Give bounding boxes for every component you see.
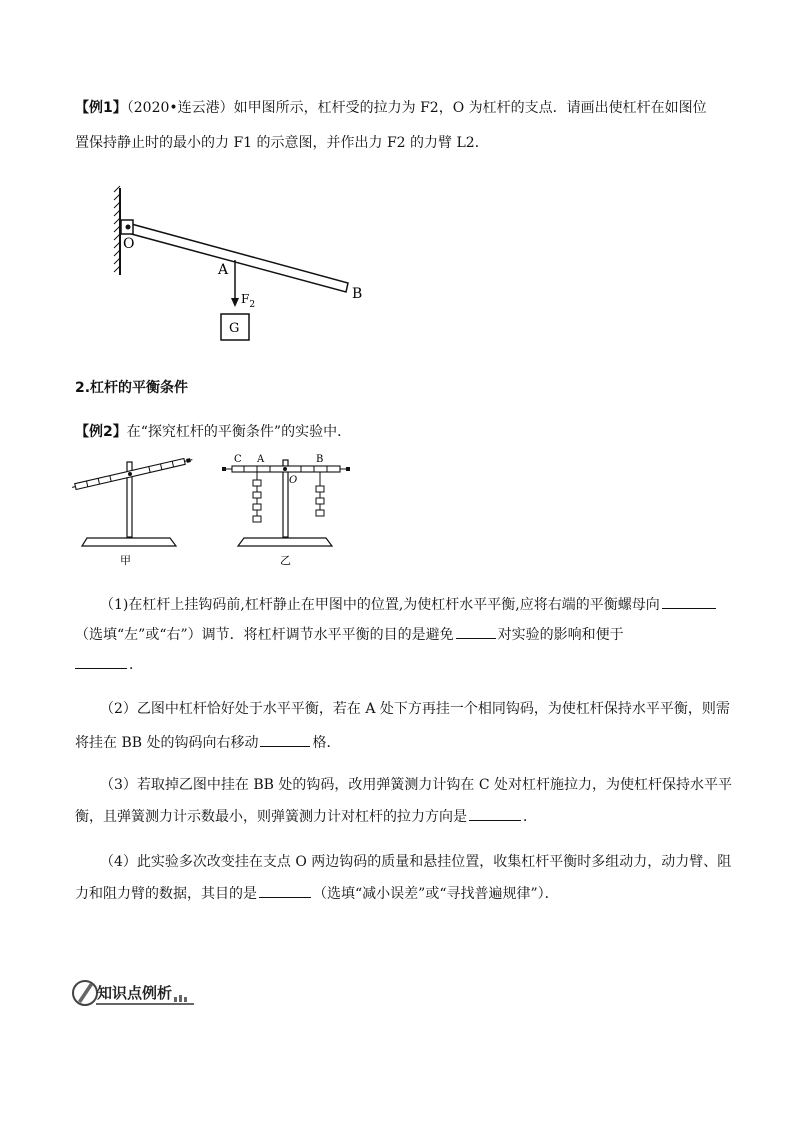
q1-blank1[interactable] — [662, 594, 716, 609]
q1-blank3[interactable] — [75, 654, 127, 669]
q4-blank[interactable] — [259, 883, 311, 898]
pivot-label: O — [123, 236, 135, 252]
example1-text1: （2020•连云港）如甲图所示，杠杆受的拉力为 F2，O 为杠杆的支点．请画出使杠杆在如图位 — [126, 100, 707, 116]
q1-line1 — [100, 594, 725, 615]
stand-yi — [222, 460, 350, 546]
section2-heading: 2.杠杆的平衡条件 — [75, 380, 189, 396]
example2-label: 【例2】 — [75, 424, 127, 440]
q3-line1: （3）若取掉乙图中挂在 BB 处的钩码，改用弹簧测力计钩在 C 处对杠杆施拉力，为使杠杆保持水平平 — [100, 777, 732, 793]
q4-text2a: 力和阻力臂的数据，其目的是 — [75, 886, 257, 902]
q2-text2a: 将挂在 BB 处的钩码向右移动 — [75, 735, 259, 751]
q1-text3: ． — [129, 657, 143, 673]
force-label: $F_2$ — [241, 292, 256, 310]
label-a: A — [257, 454, 265, 465]
point-a-label: A — [218, 262, 229, 278]
caption-yi: 乙 — [280, 554, 291, 567]
q4-line1: （4）此实验多次改变挂在支点 O 两边钩码的质量和悬挂位置，收集杠杆平衡时多组动力，动力臂、阻 — [100, 854, 732, 870]
example2-intro: 在“探究杠杆的平衡条件”的实验中． — [126, 424, 352, 440]
q3-line2 — [75, 806, 725, 827]
example1-text2: 置保持静止时的最小的力 F1 的示意图，并作出力 F2 的力臂 L2． — [75, 135, 489, 151]
label-b: B — [316, 454, 324, 465]
q1-text2b: 对实验的影响和便于 — [497, 627, 624, 643]
weight-label: G — [229, 321, 240, 336]
knowledge-banner — [70, 978, 194, 1008]
banner-text: 知识点例析 — [97, 984, 173, 1002]
q2-blank[interactable] — [260, 732, 310, 747]
q1-line2 — [75, 624, 725, 645]
stand-jia — [72, 457, 193, 546]
q2-text2b: 格． — [312, 735, 341, 751]
point-b-label: B — [352, 286, 363, 302]
example2-line — [75, 422, 725, 442]
caption-jia: 甲 — [120, 554, 131, 567]
example1-label: 【例1】 — [75, 100, 127, 116]
label-c: C — [234, 454, 242, 465]
label-o: O — [289, 475, 298, 486]
figure2-balance-diagrams — [72, 452, 372, 570]
q2-line2 — [75, 732, 725, 753]
q3-blank[interactable] — [469, 806, 521, 821]
q1-blank2[interactable] — [456, 624, 496, 639]
q2-line1: （2）乙图中杠杆恰好处于水平平衡，若在 A 处下方再挂一个相同钩码，为使杠杆保持水平平衡，则需 — [100, 701, 730, 717]
q3-text2b: ． — [523, 809, 537, 825]
q1-text1: （1)在杠杆上挂钩码前,杠杆静止在甲图中的位置,为使杠杆水平平衡,应将右端的平衡螺母向 — [100, 597, 660, 613]
pivot-dot — [126, 225, 131, 230]
q1-text2a: （选填“左”或“右”）调节．将杠杆调节水平平衡的目的是避免 — [75, 627, 454, 643]
figure1-lever-diagram — [110, 180, 370, 345]
q3-text2a: 衡，且弹簧测力计示数最小，则弹簧测力计对杠杆的拉力方向是 — [75, 809, 467, 825]
q4-text2b: （选填“减小误差”或“寻找普遍规律”）． — [313, 886, 559, 902]
lever-bar — [124, 222, 348, 292]
force-arrow-head — [231, 298, 239, 307]
example1-line1 — [75, 98, 725, 118]
q1-line3 — [75, 654, 725, 675]
q4-line2 — [75, 883, 725, 904]
